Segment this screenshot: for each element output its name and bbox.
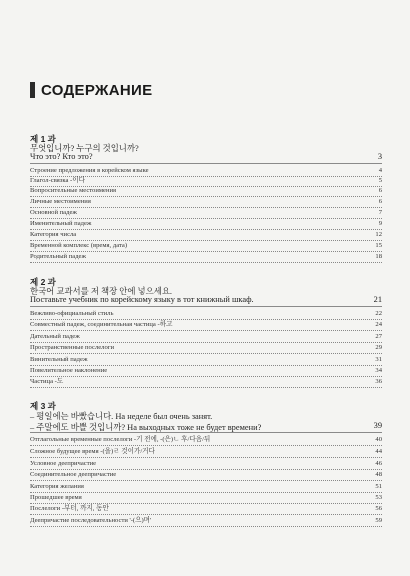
- toc-entry: Вопросительные местоимения 6: [30, 187, 382, 197]
- lesson-2-heading-page: 21: [373, 295, 382, 304]
- toc-entry: Прошедшее время 53: [30, 494, 382, 504]
- toc-entry: Частица -도 36: [30, 378, 382, 388]
- lesson-2-heading-ko: 한국어 교과서를 저 책장 안에 넣으세요.: [30, 287, 173, 296]
- lesson-3-heading-line-1: – 평일에는 바빴습니다. На неделе был очень занят.: [30, 412, 213, 421]
- toc-entry: Категория числа 12: [30, 231, 382, 241]
- toc-entry: Условное деепричастие 46: [30, 460, 382, 470]
- lesson-3-heading-page: 39: [373, 421, 382, 430]
- toc-entry: Пространственные послелоги 29: [30, 344, 382, 354]
- lesson-1-divider: [30, 163, 382, 164]
- lesson-3-heading-line-2: – 주말에도 바쁠 것입니까? На выходных тоже не будет времени? 39: [30, 421, 382, 432]
- toc-entry: Категория желания 51: [30, 483, 382, 493]
- toc-entry: Именительный падеж 9: [30, 220, 382, 230]
- lesson-1-heading-ko: 무엇입니까? 누구의 것입니까?: [30, 144, 139, 153]
- toc-entry: Деепричастие последовательности '-(으)며' 59: [30, 517, 382, 527]
- lesson-3-divider: [30, 432, 382, 433]
- toc-entry: Временной комплекс (время, дата) 15: [30, 242, 382, 252]
- toc-entry: Родительный падеж 18: [30, 253, 382, 263]
- toc-entry: Личные местоимения 6: [30, 198, 382, 208]
- lesson-1-heading-page: 3: [377, 152, 382, 161]
- toc-entry: Сложное будущее время -(을)ㄹ 것이가/거다 44: [30, 448, 382, 458]
- lesson-1-heading-ru: Что это? Кто это? 3: [30, 152, 382, 161]
- lesson-3-label: 제 3 과: [30, 401, 56, 411]
- page-title: СОДЕРЖАНИЕ: [41, 81, 153, 99]
- toc-entry: Основной падеж 7: [30, 209, 382, 219]
- toc-entry: Повелительное наклонение 34: [30, 367, 382, 377]
- toc-entry: Дательный падеж 27: [30, 333, 382, 343]
- lesson-2-heading-ru: Поставьте учебник по корейскому языку в тот книжный шкаф. 21: [30, 295, 382, 304]
- toc-entry: Послелоги -부터, 까지, 동안 56: [30, 505, 382, 515]
- lesson-2-divider: [30, 306, 382, 307]
- toc-entry: Совместный падеж, соединительная частица -하고 24: [30, 321, 382, 331]
- toc-entry: Глагол-связка -이다 5: [30, 177, 382, 187]
- lesson-1-label: 제 1 과: [30, 134, 56, 144]
- header-bar: [30, 82, 35, 98]
- toc-entry: Вежливо-официальный стиль 22: [30, 310, 382, 320]
- toc-header: [30, 81, 152, 99]
- toc-entry: Соединительное деепричастие 48: [30, 471, 382, 481]
- toc-entry: Строение предложения в корейском языке 4: [30, 167, 382, 177]
- toc-entry: Отглагольные временные послелоги -기 전에, -(은)ㄴ 후/다음/뒤 40: [30, 436, 382, 446]
- lesson-2-label: 제 2 과: [30, 277, 56, 287]
- toc-entry: Винительный падеж 31: [30, 356, 382, 366]
